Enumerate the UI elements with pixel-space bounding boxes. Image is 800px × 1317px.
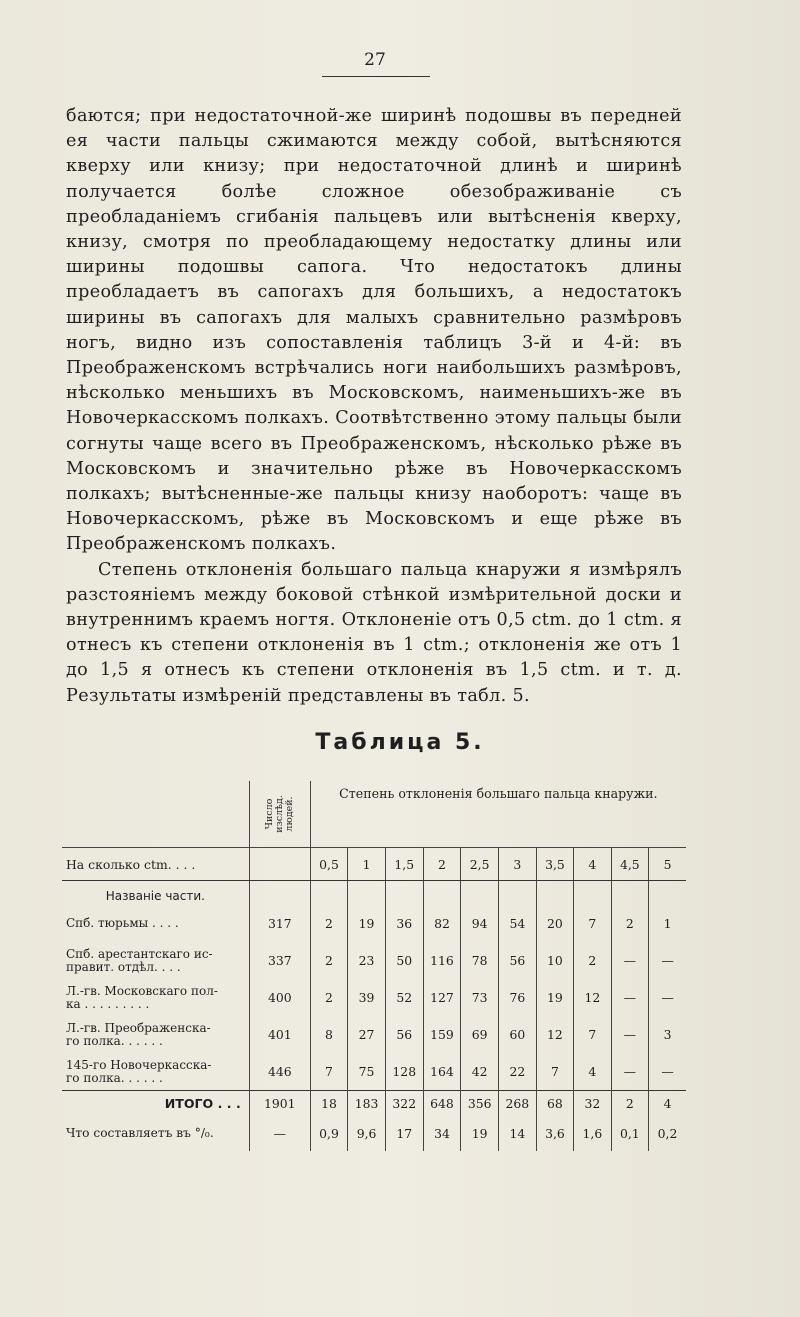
percent-label: Что составляетъ въ °/₀. xyxy=(66,1126,214,1140)
row-value: 56 xyxy=(499,942,537,979)
row-value: 116 xyxy=(423,942,461,979)
count-header xyxy=(265,784,295,844)
count-header-line: Число xyxy=(263,798,275,830)
percent-value: 19 xyxy=(461,1115,499,1151)
paragraph-2: Степень отклоненiя большаго пальца кнаружи я измѣрялъ разстоянiемъ между боковой стѣнкой измѣрительной доски и внутреннимъ краемъ ногтя. Отклоненiе отъ 0,5 ctm. до 1 ctm. я отнесъ къ степени отклоненiя въ 1 ctm.; отклоненiя же отъ 1 до 1,5 я отнесъ къ степени отклоненiя въ 1,5 ctm. и т. д. Результаты измѣренiй представлены въ табл. 5. xyxy=(66,559,682,706)
row-value: 75 xyxy=(348,1053,386,1091)
count-header-line: людей. xyxy=(283,796,295,832)
row-value: 159 xyxy=(423,1016,461,1053)
row-name-line: го полка. . . . . . xyxy=(66,1033,163,1048)
total-row xyxy=(62,1091,686,1116)
count-header-line: изслѣд. xyxy=(273,795,285,833)
row-value: 2 xyxy=(574,942,611,979)
row-value: 82 xyxy=(423,905,461,942)
percent-value: 1,6 xyxy=(574,1115,611,1151)
row-value: 10 xyxy=(536,942,573,979)
table-row xyxy=(62,1016,686,1053)
row-count: 400 xyxy=(249,979,310,1016)
row-value: 54 xyxy=(499,905,537,942)
row-value: 7 xyxy=(536,1053,573,1091)
row-value: 27 xyxy=(348,1016,386,1053)
total-value: 4 xyxy=(649,1091,686,1116)
page-number-rule xyxy=(322,76,430,77)
row-value: — xyxy=(611,979,648,1016)
row-value: — xyxy=(649,1053,686,1091)
degree-cell: 2,5 xyxy=(461,848,499,881)
table-row xyxy=(62,942,686,979)
section-label: Названiе части. xyxy=(105,889,205,903)
row-value: 76 xyxy=(499,979,537,1016)
row-name-line: го полка. . . . . . xyxy=(66,1070,163,1085)
degree-cell: 1 xyxy=(348,848,386,881)
table-title: Таблица 5. xyxy=(315,730,485,755)
row-name xyxy=(62,979,249,1016)
total-label: ИТОГО . . . xyxy=(62,1091,249,1116)
row-value: 128 xyxy=(385,1053,423,1091)
percent-value: 9,6 xyxy=(348,1115,386,1151)
data-rows xyxy=(62,905,686,1091)
row-value: 52 xyxy=(385,979,423,1016)
cm-empty-cell xyxy=(249,848,310,881)
row-value: — xyxy=(649,979,686,1016)
percent-value: 14 xyxy=(499,1115,537,1151)
row-value: 36 xyxy=(385,905,423,942)
percent-value: 0,1 xyxy=(611,1115,648,1151)
row-value: 7 xyxy=(574,905,611,942)
degree-cell: 4 xyxy=(574,848,611,881)
row-name-line: ка . . . . . . . . . xyxy=(66,996,150,1011)
row-value: 4 xyxy=(574,1053,611,1091)
total-value: 648 xyxy=(423,1091,461,1116)
section-label-row xyxy=(62,881,686,906)
percent-count: — xyxy=(249,1115,310,1151)
total-value: 18 xyxy=(310,1091,347,1116)
cm-row xyxy=(62,848,686,881)
total-value: 322 xyxy=(385,1091,423,1116)
row-value: 23 xyxy=(348,942,386,979)
row-value: 2 xyxy=(310,979,347,1016)
body-text xyxy=(66,104,682,709)
table-header-row xyxy=(62,781,686,848)
row-count: 401 xyxy=(249,1016,310,1053)
row-name-line: Спб. арестантскаго ис- xyxy=(66,946,213,961)
row-count: 446 xyxy=(249,1053,310,1091)
total-count: 1901 xyxy=(249,1091,310,1116)
page-number: 27 xyxy=(364,50,386,70)
row-count: 337 xyxy=(249,942,310,979)
row-name-line: 145-го Новочеркасска- xyxy=(66,1057,212,1072)
row-value: 60 xyxy=(499,1016,537,1053)
row-value: 2 xyxy=(310,942,347,979)
row-value: 56 xyxy=(385,1016,423,1053)
row-value: 8 xyxy=(310,1016,347,1053)
row-value: 7 xyxy=(310,1053,347,1091)
percent-value: 17 xyxy=(385,1115,423,1151)
row-value: 2 xyxy=(310,905,347,942)
degree-cell: 1,5 xyxy=(385,848,423,881)
percent-value: 34 xyxy=(423,1115,461,1151)
row-value: 42 xyxy=(461,1053,499,1091)
cm-label: На сколько ctm. . . . xyxy=(62,848,249,881)
row-value: 164 xyxy=(423,1053,461,1091)
paragraph-1: баются; при недостаточной-же ширинѣ подошвы въ передней ея части пальцы сжимаются между собой, вытѣсняются кверху или книзу; при недостаточной длинѣ и ширинѣ получается болѣе сложное обезображиванiе съ преобладанiемъ сгибанiя пальцевъ или вытѣсненiя кверху, книзу, смотря по преобладающему недостатку длины или ширины подошвы сапога. Что недостатокъ длины преобладаетъ въ сапогахъ для большихъ, а недостатокъ ширины въ сапогахъ для малыхъ сравнительно размѣровъ ногъ, видно изъ сопоставленiя таблицъ 3-й и 4-й: въ Преображенскомъ встрѣчались ноги наибольшихъ размѣровъ, нѣсколько меньшихъ въ Московскомъ, наименьшихъ-же въ Новочеркасскомъ полкахъ. Соотвѣтственно этому пальцы были согнуты чаще всего въ Преображенскомъ, нѣсколько рѣже въ Московскомъ и значительно рѣже въ Новочеркасскомъ полкахъ; вытѣсненные-же пальцы книзу наоборотъ: чаще въ Новочеркасскомъ, рѣже въ Московскомъ и еще рѣже въ Преображенскомъ полкахъ. xyxy=(66,106,682,555)
total-value: 183 xyxy=(348,1091,386,1116)
degree-cell: 2 xyxy=(423,848,461,881)
row-value: — xyxy=(611,1016,648,1053)
row-value: 19 xyxy=(536,979,573,1016)
header-empty-cell xyxy=(62,781,249,848)
row-name-line: Л.-гв. Преображенска- xyxy=(66,1020,211,1035)
percent-value: 3,6 xyxy=(536,1115,573,1151)
row-value: 19 xyxy=(348,905,386,942)
percent-row xyxy=(62,1115,686,1151)
percent-value: 0,2 xyxy=(649,1115,686,1151)
percent-value: 0,9 xyxy=(310,1115,347,1151)
table-row xyxy=(62,1053,686,1091)
row-value: 2 xyxy=(611,905,648,942)
degree-cell: 4,5 xyxy=(611,848,648,881)
total-value: 268 xyxy=(499,1091,537,1116)
row-value: 12 xyxy=(536,1016,573,1053)
count-header-cell xyxy=(249,781,310,848)
row-value: 7 xyxy=(574,1016,611,1053)
table-row xyxy=(62,905,686,942)
degree-cell: 3,5 xyxy=(536,848,573,881)
row-value: — xyxy=(611,1053,648,1091)
row-name xyxy=(62,905,249,942)
row-value: 50 xyxy=(385,942,423,979)
row-count: 317 xyxy=(249,905,310,942)
row-value: 69 xyxy=(461,1016,499,1053)
row-value: 1 xyxy=(649,905,686,942)
total-value: 32 xyxy=(574,1091,611,1116)
row-name xyxy=(62,1016,249,1053)
row-value: 3 xyxy=(649,1016,686,1053)
row-value: 12 xyxy=(574,979,611,1016)
total-value: 2 xyxy=(611,1091,648,1116)
row-value: 20 xyxy=(536,905,573,942)
row-value: — xyxy=(649,942,686,979)
row-value: 127 xyxy=(423,979,461,1016)
row-value: 39 xyxy=(348,979,386,1016)
degree-cell: 0,5 xyxy=(310,848,347,881)
degree-header: Степень отклоненiя большаго пальца кнаружи. xyxy=(310,781,686,848)
row-name xyxy=(62,1053,249,1091)
degree-cell: 3 xyxy=(499,848,537,881)
deviation-table xyxy=(62,781,686,1151)
row-name xyxy=(62,942,249,979)
row-value: — xyxy=(611,942,648,979)
table-row xyxy=(62,979,686,1016)
row-name-line: правит. отдѣл. . . . xyxy=(66,959,181,974)
row-value: 94 xyxy=(461,905,499,942)
row-value: 73 xyxy=(461,979,499,1016)
total-value: 68 xyxy=(536,1091,573,1116)
row-name-line: Л.-гв. Московскаго пол- xyxy=(66,983,218,998)
row-value: 78 xyxy=(461,942,499,979)
total-value: 356 xyxy=(461,1091,499,1116)
degree-cell: 5 xyxy=(649,848,686,881)
row-name-line: Спб. тюрьмы . . . . xyxy=(66,916,179,930)
row-value: 22 xyxy=(499,1053,537,1091)
